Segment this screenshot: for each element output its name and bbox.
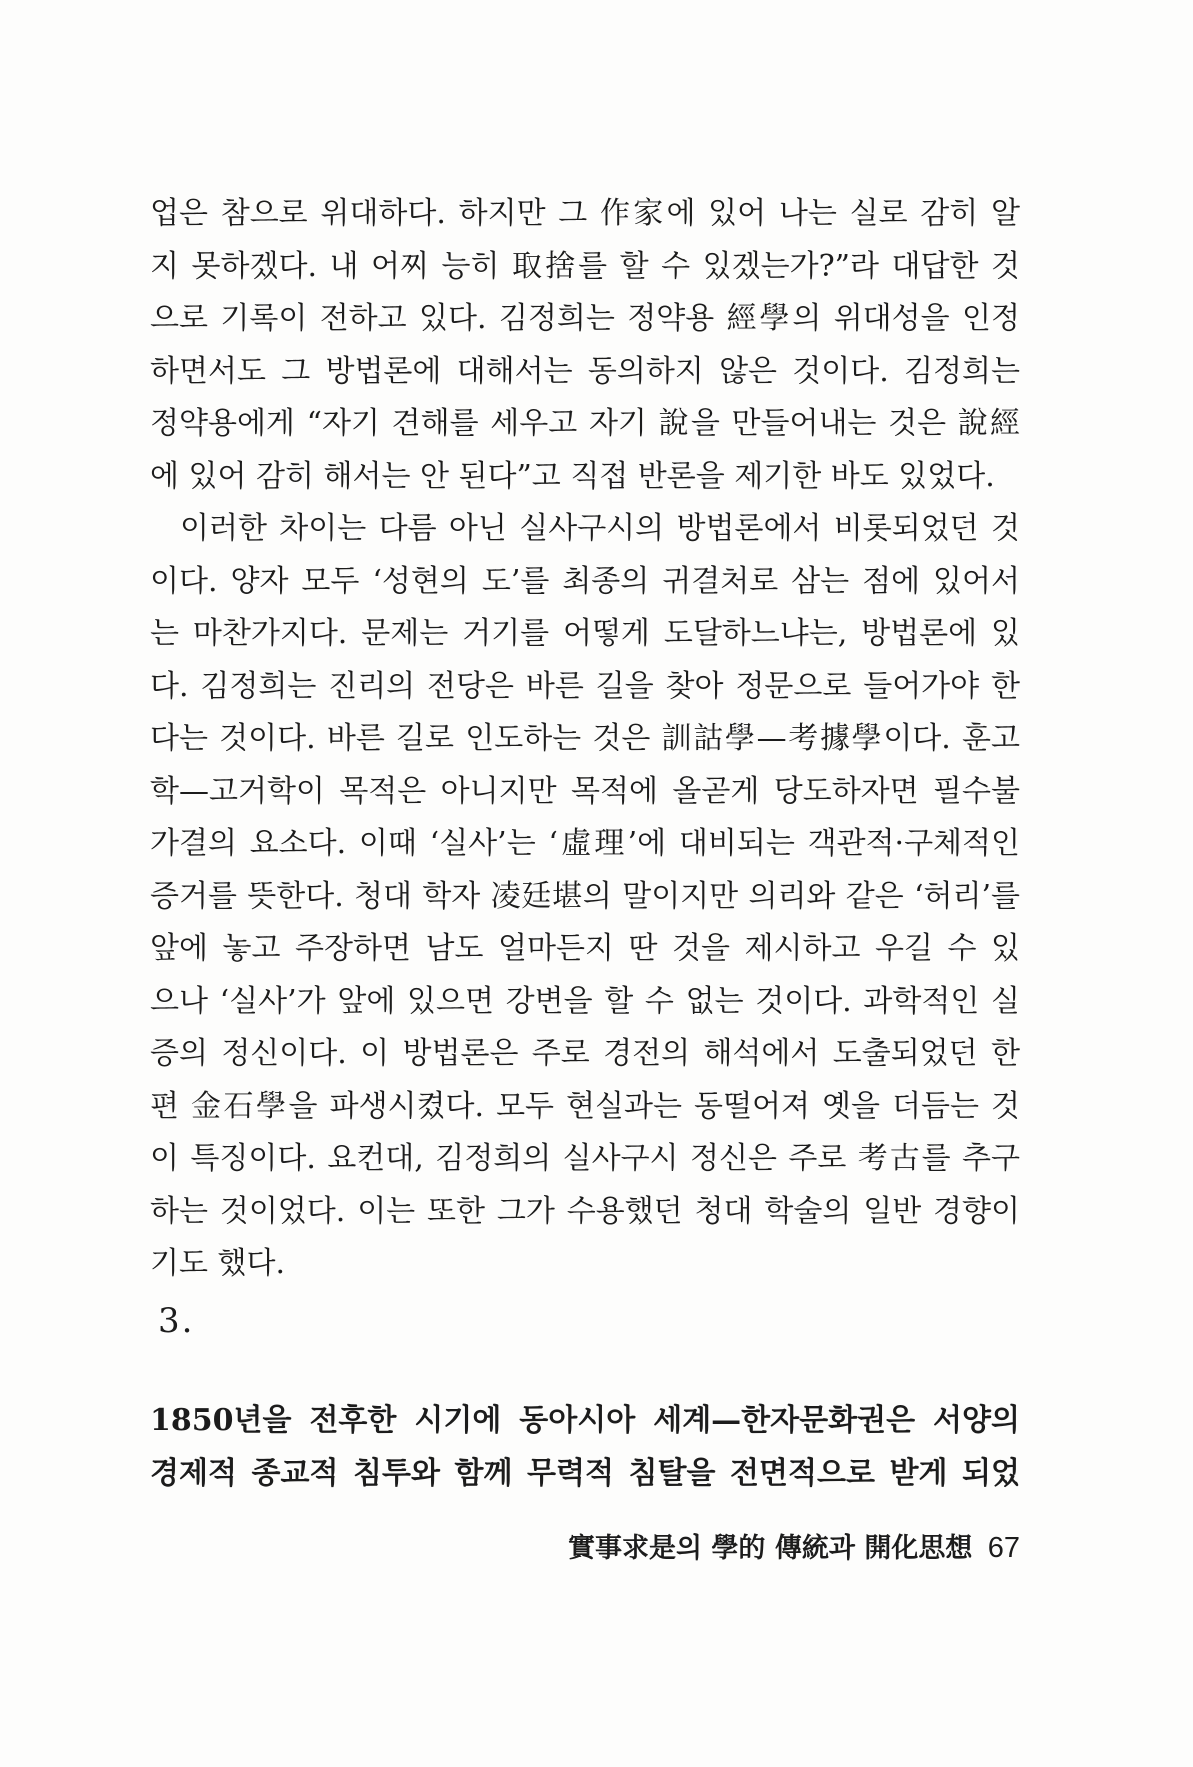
text-line: 증의 정신이다. 이 방법론은 주로 경전의 해석에서 도출되었던 한 (150, 1036, 1020, 1071)
text-line: 이러한 차이는 다름 아닌 실사구시의 방법론에서 비롯되었던 것 (180, 511, 1020, 546)
text-line: 으나 ‘실사’가 앞에 있으면 강변을 할 수 없는 것이다. 과학적인 실 (150, 983, 1020, 1019)
text-line: 경제적 종교적 침투와 함께 무력적 침탈을 전면적으로 받게 되었 (150, 1455, 1020, 1491)
text-line: 지 못하겠다. 내 어찌 능히 取捨를 할 수 있겠는가?”라 대답한 것 (150, 248, 1020, 284)
section-number: 3. (158, 1301, 195, 1341)
text-line: 증거를 뜻한다. 청대 학자 凌廷堪의 말이지만 의리와 같은 ‘허리’를 (150, 878, 1020, 914)
text-line: 앞에 놓고 주장하면 남도 얼마든지 딴 것을 제시하고 우길 수 있 (150, 931, 1020, 966)
body-paragraphs (150, 188, 1020, 1291)
text-line: 기도 했다. (150, 1246, 285, 1281)
text-line: 1850년을 전후한 시기에 동아시아 세계—한자문화권은 서양의 (150, 1403, 1020, 1438)
text-line: 다는 것이다. 바른 길로 인도하는 것은 訓詁學—考據學이다. 훈고 (150, 721, 1020, 756)
text-line: 이다. 양자 모두 ‘성현의 도’를 최종의 귀결처로 삼는 점에 있어서 (150, 563, 1020, 599)
text-line: 업은 참으로 위대하다. 하지만 그 作家에 있어 나는 실로 감히 알 (150, 196, 1020, 231)
page-number: 67 (987, 1532, 1020, 1564)
text-line: 편 金石學을 파생시켰다. 모두 현실과는 동떨어져 옛을 더듬는 것 (150, 1088, 1020, 1124)
text-line: 다. 김정희는 진리의 전당은 바른 길을 찾아 정문으로 들어가야 한 (150, 668, 1020, 704)
running-title: 實事求是의 學的 傳統과 開化思想 (567, 1533, 973, 1564)
text-line: 하는 것이었다. 이는 또한 그가 수용했던 청대 학술의 일반 경향이 (150, 1193, 1020, 1229)
text-line: 학—고거학이 목적은 아니지만 목적에 올곧게 당도하자면 필수불 (150, 773, 1020, 809)
text-line: 정약용에게 “자기 견해를 세우고 자기 說을 만들어내는 것은 說經 (150, 406, 1020, 441)
text-line: 이 특징이다. 요컨대, 김정희의 실사구시 정신은 주로 考古를 추구 (150, 1141, 1020, 1176)
text-line: 에 있어 감히 해서는 안 된다”고 직접 반론을 제기한 바도 있었다. (150, 458, 995, 494)
text-line: 가결의 요소다. 이때 ‘실사’는 ‘虛理’에 대비되는 객관적·구체적인 (150, 826, 1020, 861)
text-line: 으로 기록이 전하고 있다. 김정희는 정약용 經學의 위대성을 인정 (150, 301, 1020, 336)
page-footer (560, 1528, 1020, 1569)
section-paragraph (150, 1395, 1020, 1500)
text-line: 하면서도 그 방법론에 대해서는 동의하지 않은 것이다. 김정희는 (150, 353, 1020, 389)
text-line: 는 마찬가지다. 문제는 거기를 어떻게 도달하느냐는, 방법론에 있 (150, 616, 1020, 651)
